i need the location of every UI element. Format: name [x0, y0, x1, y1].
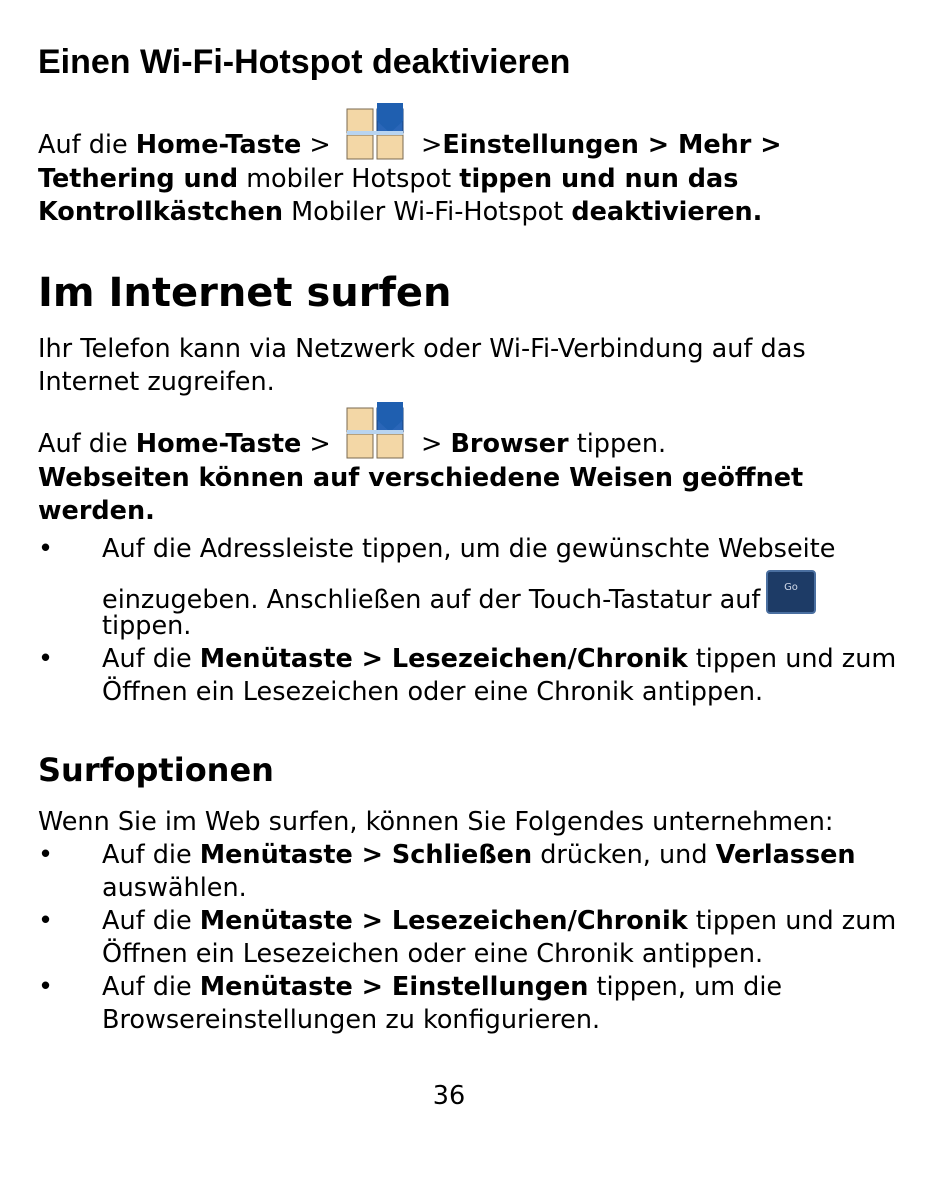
keyboard-go-key-icon: [766, 570, 816, 614]
bullet: •: [38, 644, 54, 674]
bullet: •: [38, 534, 54, 564]
list-item: • Auf die Adressleiste tippen, um die gewünschte Webseite einzugeben. Anschließen auf der Touch-Tastatur auf Go tippen.: [38, 534, 836, 641]
bullet: •: [38, 972, 54, 1002]
paragraph-wifi-instructions: [38, 101, 918, 229]
text-line: Auf die Home-Taste > >Einstellungen > Mehr >: [38, 101, 918, 163]
list-item: • Auf die Menütaste > Einstellungen tippen, um die Browsereinstellungen zu konfigurieren.: [38, 972, 783, 1035]
bullet-list-surf-options: [38, 839, 918, 1037]
list-item: • Auf die Menütaste > Lesezeichen/Chronik tippen und zum Öffnen ein Lesezeichen oder eine Chronik antippen.: [38, 906, 897, 969]
app-grid-icon: [343, 400, 407, 462]
list-item: • Auf die Menütaste > Lesezeichen/Chronik tippen und zum Öffnen ein Lesezeichen oder eine Chronik antippen.: [38, 644, 897, 707]
text-line: Auf die Home-Taste > > Browser tippen.: [38, 400, 918, 462]
go-key-label: Go: [784, 582, 799, 593]
bold-subheading: werden.: [38, 496, 155, 526]
paragraph-surf-intro: Wenn Sie im Web surfen, können Sie Folgendes unternehmen:: [38, 807, 834, 837]
section-title-internet: Im Internet surfen: [38, 270, 452, 316]
text-line: Kontrollkästchen Mobiler Wi-Fi-Hotspot deaktivieren.: [38, 197, 763, 227]
bullet-list-open-pages: [38, 533, 918, 709]
paragraph-browser-open: [38, 400, 918, 528]
bold-subheading: Webseiten können auf verschiedene Weisen geöffnet: [38, 463, 804, 493]
app-grid-icon: [343, 101, 407, 163]
section-title-wifi-hotspot: Einen Wi-Fi-Hotspot deaktivieren: [38, 43, 571, 81]
paragraph-internet-intro: Ihr Telefon kann via Netzwerk oder Wi-Fi-Verbindung auf das Internet zugreifen.: [38, 334, 806, 397]
section-title-surf-options: Surfoptionen: [38, 751, 274, 789]
text-line: Tethering und mobiler Hotspot tippen und nun das: [38, 164, 739, 194]
list-item: • Auf die Menütaste > Schließen drücken, und Verlassen auswählen.: [38, 840, 856, 903]
bullet: •: [38, 840, 54, 870]
page-number: 36: [432, 1081, 466, 1111]
bullet: •: [38, 906, 54, 936]
